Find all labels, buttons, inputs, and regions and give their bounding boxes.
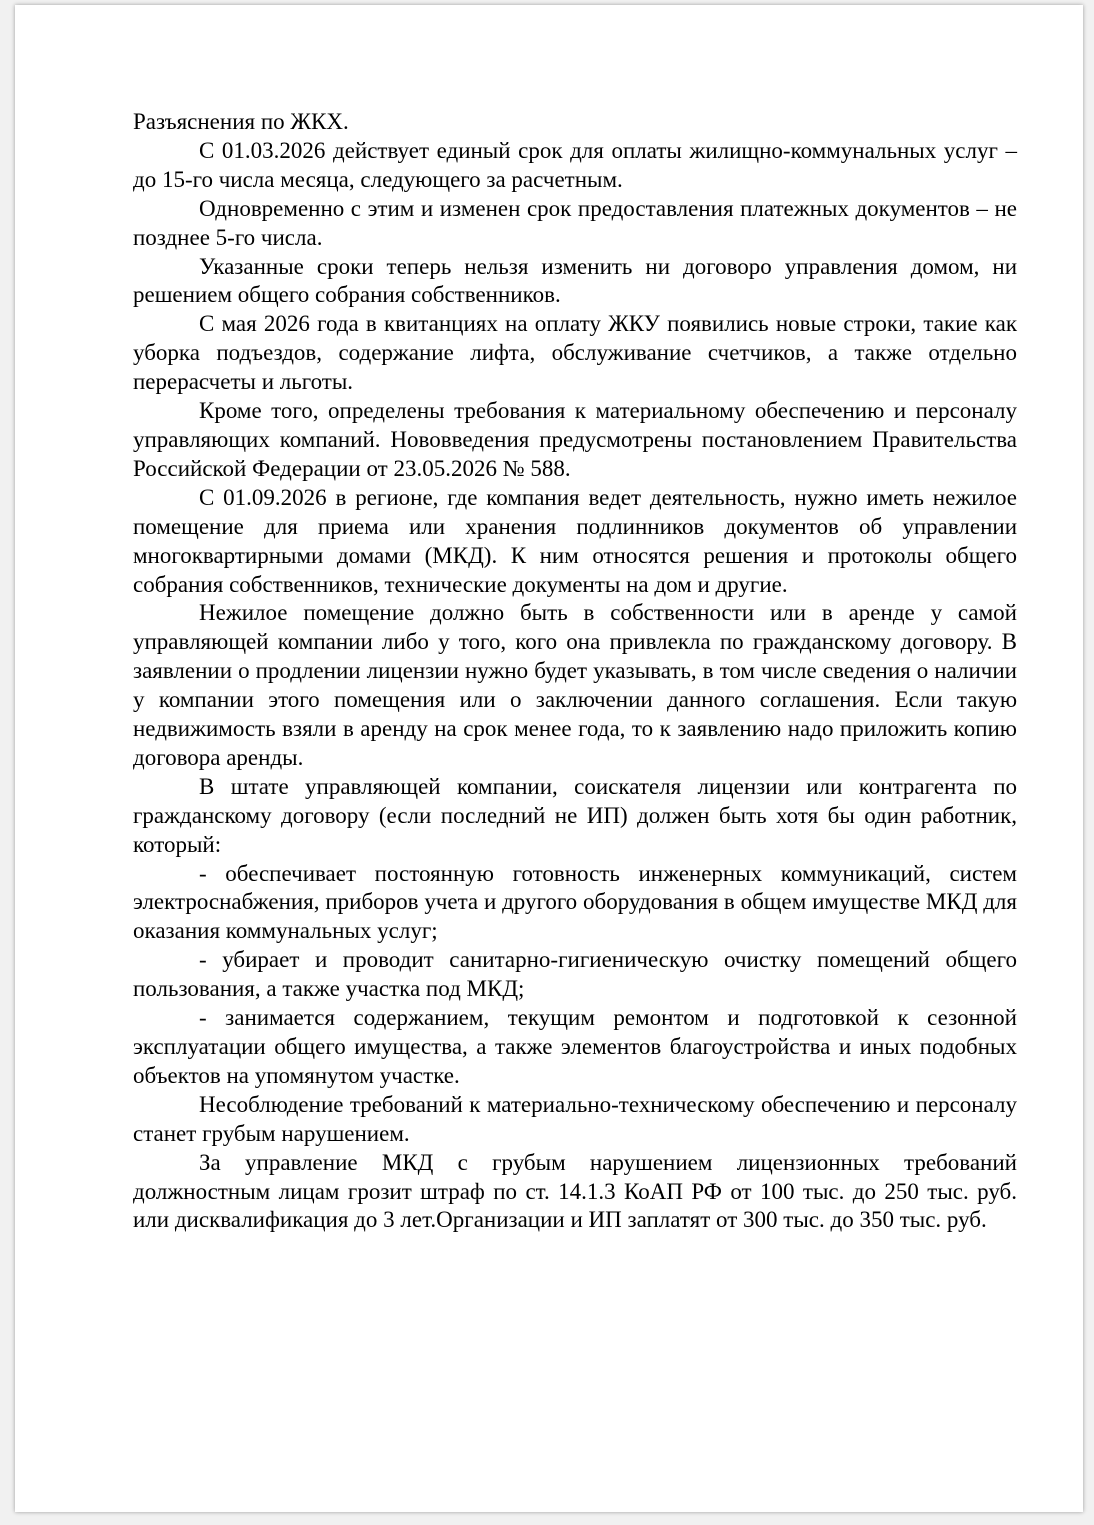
list-item: - убирает и проводит санитарно-гигиеническую очистку помещений общего пользования, а также участка под МКД; [133, 947, 1017, 1002]
paragraph: Нежилое помещение должно быть в собственности или в аренде у самой управляющей компании либо у того, кого она привлекла по гражданскому договору. В заявлении о продлении лицензии нужно будет указывать, в том числе сведения о наличии у компании этого помещения или о заключении данного соглашения. Если такую недвижимость взяли в аренду на срок менее года, то к заявлению надо приложить копию договора аренды. [133, 600, 1017, 770]
paragraph: С мая 2026 года в квитанциях на оплату ЖКУ появились новые строки, такие как уборка подъездов, содержание лифта, обслуживание счетчиков, а также отдельно перерасчеты и льготы. [133, 311, 1017, 395]
paragraph: Кроме того, определены требования к материальному обеспечению и персоналу управляющих компаний. Нововведения предусмотрены постановлением Правительства Российской Федерации от 23.05.2026 № 588. [133, 398, 1017, 481]
list-item: - занимается содержанием, текущим ремонтом и подготовкой к сезонной эксплуатации общего имущества, а также элементов благоустройства и иных подобных объектов на упомянутом участке. [133, 1005, 1017, 1088]
paragraph: С 01.09.2026 в регионе, где компания ведет деятельность, нужно иметь нежилое помещение для приема или хранения подлинников документов об управлении многоквартирными домами (МКД). К ним относятся решения и протоколы общего собрания собственников, технические документы на дом и другие. [133, 484, 1017, 597]
document-body [133, 108, 1017, 1235]
document-page [15, 5, 1083, 1512]
list-item: - обеспечивает постоянную готовность инженерных коммуникаций, систем электроснабжения, приборов учета и другого оборудования в общем имуществе МКД для оказания коммунальных услуг; [133, 860, 1017, 944]
paragraph: Несоблюдение требований к материально-техническому обеспечению и персоналу станет грубым нарушением. [133, 1091, 1017, 1146]
document-title: Разъяснения по ЖКХ. [133, 109, 349, 134]
paragraph: Указанные сроки теперь нельзя изменить ни договоро управления домом, ни решением общего собрания собственников. [133, 253, 1017, 308]
paragraph: Одновременно с этим и изменен срок предоставления платежных документов – не позднее 5-го числа. [133, 195, 1017, 250]
paragraph: С 01.03.2026 действует единый срок для оплаты жилищно-коммунальных услуг – до 15-го числа месяца, следующего за расчетным. [133, 137, 1017, 192]
paragraph: В штате управляющей компании, соискателя лицензии или контрагента по гражданскому договору (если последний не ИП) должен быть хотя бы один работник, который: [133, 773, 1017, 857]
paragraph: За управление МКД с грубым нарушением лицензионных требований должностным лицам грозит штраф по ст. 14.1.3 КоАП РФ от 100 тыс. до 250 тыс. руб. или дисквалификация до 3 лет.Организации и ИП заплатят от 300 тыс. до 350 тыс. руб. [133, 1149, 1017, 1233]
